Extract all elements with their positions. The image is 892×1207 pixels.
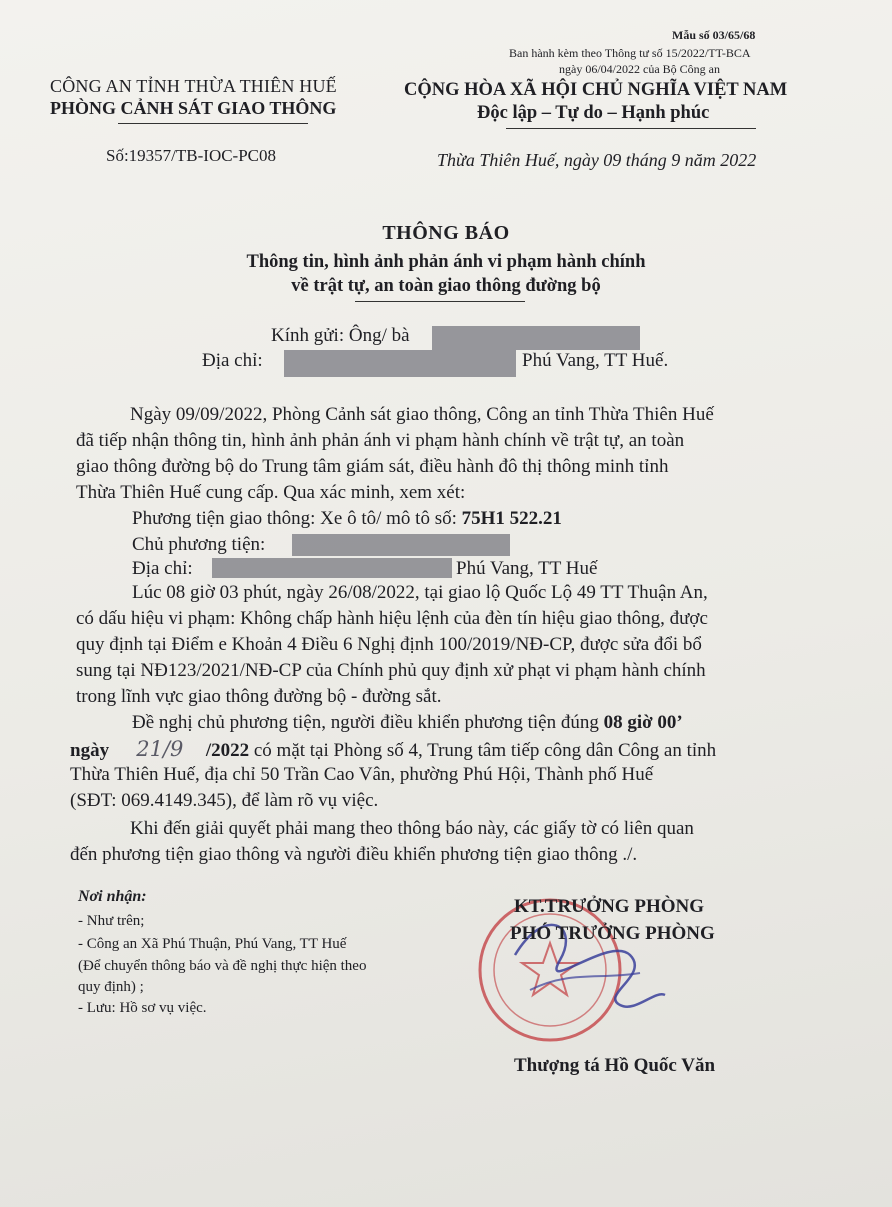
document-number: Số:19357/TB-IOC-PC08 bbox=[106, 146, 277, 165]
doc-subtitle-line1: Thông tin, hình ảnh phản ánh vi phạm hành chính bbox=[246, 252, 646, 272]
recipient-item: quy định) ; bbox=[78, 979, 144, 995]
vehicle-plate: 75H1 522.21 bbox=[461, 508, 562, 529]
p3-time: 08 giờ 00’ bbox=[603, 712, 683, 733]
owner-label: Chủ phương tiện: bbox=[132, 534, 266, 555]
owner-address-suffix: Phú Vang, TT Huế bbox=[456, 558, 598, 579]
doc-subtitle-line2: về trật tự, an toàn giao thông đường bộ bbox=[291, 276, 601, 296]
p2-line1: Lúc 08 giờ 03 phút, ngày 26/08/2022, tại giao lộ Quốc Lộ 49 TT Thuận An, bbox=[132, 582, 708, 603]
recipient-address-suffix: Phú Vang, TT Huế. bbox=[522, 350, 669, 371]
org-underline bbox=[118, 123, 308, 124]
p3-line1 bbox=[132, 710, 683, 736]
p4-line2: đến phương tiện giao thông và người điều khiển phương tiện giao thông ./. bbox=[70, 844, 638, 865]
p2-line4: sung tại NĐ123/2021/NĐ-CP của Chính phủ quy định xử phạt vi phạm hành chính bbox=[76, 660, 706, 681]
p2-line2: có dấu hiệu vi phạm: Không chấp hành hiệu lệnh của đèn tín hiệu giao thông, được bbox=[76, 608, 708, 629]
signer-name: Thượng tá Hồ Quốc Văn bbox=[514, 1055, 716, 1076]
p3-day-label: ngày bbox=[70, 740, 110, 761]
p1-line1: Ngày 09/09/2022, Phòng Cảnh sát giao thông, Công an tỉnh Thừa Thiên Huế bbox=[130, 404, 714, 425]
p3-line2 bbox=[70, 736, 716, 764]
redacted-owner bbox=[292, 534, 510, 556]
p1-line4: Thừa Thiên Huế cung cấp. Qua xác minh, xem xét: bbox=[76, 482, 466, 503]
place-date: Thừa Thiên Huế, ngày 09 tháng 9 năm 2022 bbox=[437, 150, 757, 170]
redacted-name bbox=[432, 326, 640, 350]
recipient-item: - Công an Xã Phú Thuận, Phú Vang, TT Huế bbox=[78, 936, 347, 952]
owner-address-label: Địa chỉ: bbox=[132, 558, 193, 579]
signature-title1: KT.TRƯỞNG PHÒNG bbox=[514, 896, 704, 917]
doc-title: THÔNG BÁO bbox=[382, 222, 510, 244]
recipients-heading: Nơi nhận: bbox=[78, 888, 147, 905]
p2-line5: trong lĩnh vực giao thông đường bộ - đường sắt. bbox=[76, 686, 442, 707]
redacted-owner-address bbox=[212, 558, 452, 578]
nation-line1: CỘNG HÒA XÃ HỘI CHỦ NGHĨA VIỆT NAM bbox=[404, 80, 788, 100]
p1-line2: đã tiếp nhận thông tin, hình ảnh phản ánh vi phạm hành chính về trật tự, an toàn bbox=[76, 430, 685, 451]
p3-line2-rest: có mặt tại Phòng số 4, Trung tâm tiếp công dân Công an tỉnh bbox=[253, 740, 717, 761]
org-line1: CÔNG AN TỈNH THỪA THIÊN HUẾ bbox=[50, 76, 337, 96]
nation-motto: Độc lập – Tự do – Hạnh phúc bbox=[477, 103, 710, 123]
p3-text: Đề nghị chủ phương tiện, người điều khiển phương tiện đúng bbox=[132, 712, 599, 733]
p3-line4: (SĐT: 069.4149.345), để làm rõ vụ việc. bbox=[70, 790, 379, 811]
recipient-address-label: Địa chỉ: bbox=[202, 350, 263, 371]
org-line2: PHÒNG CẢNH SÁT GIAO THÔNG bbox=[50, 98, 337, 118]
redacted-address bbox=[284, 350, 516, 377]
subtitle-underline bbox=[355, 301, 525, 302]
p1-line3: giao thông đường bộ do Trung tâm giám sát, điều hành đô thị thông minh tỉnh bbox=[76, 456, 669, 477]
p4-line1: Khi đến giải quyết phải mang theo thông báo này, các giấy tờ có liên quan bbox=[130, 818, 694, 839]
recipient-item: - Như trên; bbox=[78, 913, 145, 929]
vehicle-label: Phương tiện giao thông: Xe ô tô/ mô tô số: bbox=[132, 508, 457, 529]
handwritten-date: 21/9 bbox=[136, 737, 184, 761]
motto-underline bbox=[506, 128, 756, 129]
p3-line3: Thừa Thiên Huế, địa chỉ 50 Trần Cao Vân, phường Phú Hội, Thành phố Huế bbox=[70, 764, 654, 785]
form-issued-line1: Ban hành kèm theo Thông tư số 15/2022/TT-BCA bbox=[509, 46, 751, 60]
recipient-item: (Để chuyển thông báo và đề nghị thực hiện theo bbox=[78, 958, 367, 974]
p2-line3: quy định tại Điểm e Khoản 4 Điều 6 Nghị định 100/2019/NĐ-CP, được sửa đổi bổ bbox=[76, 634, 702, 655]
recipient-item: - Lưu: Hồ sơ vụ việc. bbox=[78, 1000, 207, 1016]
recipient-to-label: Kính gửi: Ông/ bà bbox=[271, 325, 410, 346]
form-number: Mẫu số 03/65/68 bbox=[672, 28, 756, 42]
form-issued-line2: ngày 06/04/2022 của Bộ Công an bbox=[559, 62, 720, 76]
vehicle-line bbox=[132, 506, 562, 532]
p3-year: /2022 bbox=[205, 740, 250, 761]
signature-title2: PHÓ TRƯỞNG PHÒNG bbox=[510, 923, 715, 944]
